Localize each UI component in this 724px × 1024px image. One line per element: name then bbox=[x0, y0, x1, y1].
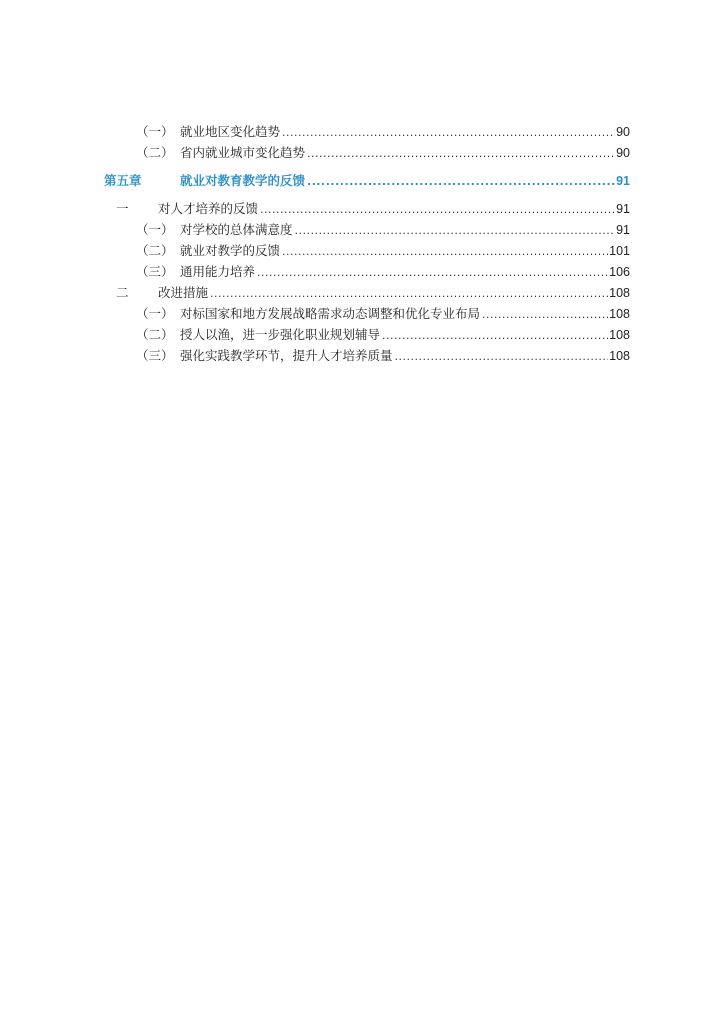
toc-section-entry[interactable] bbox=[116, 199, 630, 219]
toc-dot-leader bbox=[307, 172, 615, 192]
toc-entry-page: 91 bbox=[616, 174, 630, 188]
toc-dot-leader bbox=[282, 123, 615, 143]
toc-entry-number: 第五章 bbox=[104, 173, 142, 188]
toc-entry-title: 强化实践教学环节，提升人才培养质量 bbox=[180, 348, 393, 363]
toc-entry-number: （一） bbox=[136, 124, 174, 139]
toc-entry-page: 90 bbox=[616, 125, 630, 139]
toc-entry[interactable] bbox=[136, 346, 630, 366]
toc-entry-number: （三） bbox=[136, 264, 174, 279]
toc-entry-page: 90 bbox=[616, 146, 630, 160]
toc-entry-number: 二 bbox=[116, 285, 129, 300]
toc-dot-leader bbox=[307, 144, 615, 164]
toc-entry-title: 就业对教育教学的反馈 bbox=[180, 173, 306, 188]
toc-dot-leader bbox=[382, 326, 608, 346]
toc-entry-page: 101 bbox=[609, 244, 630, 258]
toc-dot-leader bbox=[210, 284, 608, 304]
toc-entry-page: 108 bbox=[609, 307, 630, 321]
toc-entry-page: 91 bbox=[616, 202, 630, 216]
toc-entry[interactable] bbox=[136, 262, 630, 282]
toc-entry-title: 省内就业城市变化趋势 bbox=[180, 145, 306, 160]
toc-section-entry[interactable] bbox=[116, 283, 630, 303]
toc-entry-number: （二） bbox=[136, 327, 174, 342]
toc-entry-title: 就业对教学的反馈 bbox=[180, 243, 281, 258]
toc-dot-leader bbox=[482, 305, 608, 325]
toc-chapter-entry[interactable] bbox=[104, 171, 630, 191]
toc-entry[interactable] bbox=[136, 122, 630, 142]
toc-entry-number: （三） bbox=[136, 348, 174, 363]
toc-entry[interactable] bbox=[136, 241, 630, 261]
toc-entry-number: （一） bbox=[136, 222, 174, 237]
toc-dot-leader bbox=[257, 263, 608, 283]
toc-entry[interactable] bbox=[136, 143, 630, 163]
toc-dot-leader bbox=[395, 347, 609, 367]
toc-entry-page: 108 bbox=[609, 328, 630, 342]
toc-entry-page: 106 bbox=[609, 265, 630, 279]
toc-entry[interactable] bbox=[136, 325, 630, 345]
toc-entry-title: 改进措施 bbox=[158, 285, 209, 300]
toc-entry-number: （一） bbox=[136, 306, 174, 321]
toc-entry[interactable] bbox=[136, 304, 630, 324]
toc-entry-number: （二） bbox=[136, 145, 174, 160]
toc-dot-leader bbox=[282, 242, 608, 262]
toc-dot-leader bbox=[295, 221, 616, 241]
toc-entry-title: 授人以渔，进一步强化职业规划辅导 bbox=[180, 327, 381, 342]
toc-entry-title: 对标国家和地方发展战略需求动态调整和优化专业布局 bbox=[180, 306, 481, 321]
toc-entry[interactable] bbox=[136, 220, 630, 240]
toc-entry-page: 91 bbox=[616, 223, 630, 237]
toc-entry-title: 通用能力培养 bbox=[180, 264, 256, 279]
toc-entry-title: 对人才培养的反馈 bbox=[158, 201, 259, 216]
toc-entry-number: 一 bbox=[116, 201, 129, 216]
toc-entry-page: 108 bbox=[609, 349, 630, 363]
toc-dot-leader bbox=[260, 200, 615, 220]
toc-entry-title: 对学校的总体满意度 bbox=[180, 222, 293, 237]
toc-entry-title: 就业地区变化趋势 bbox=[180, 124, 281, 139]
toc-entry-number: （二） bbox=[136, 243, 174, 258]
toc-entry-page: 108 bbox=[609, 286, 630, 300]
